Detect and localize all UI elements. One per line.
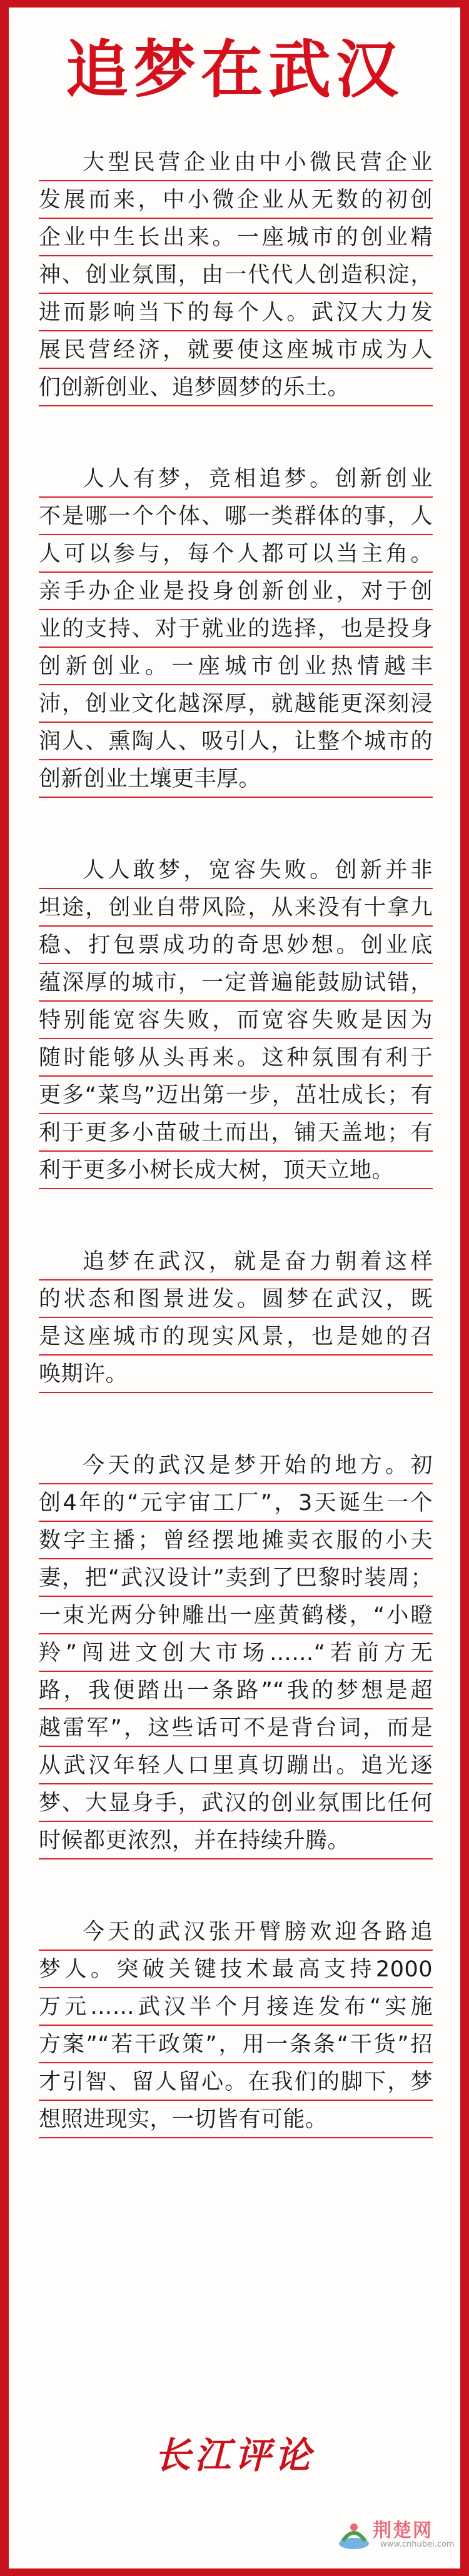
site-logo-icon — [336, 2516, 371, 2553]
text-line: 创新创业。一座城市创业热情越丰 — [39, 648, 433, 685]
text-line: 人人敢梦，宽容失败。创新并非 — [39, 852, 433, 889]
text-line: 润人、熏陶人、吸引人，让整个城市的 — [39, 723, 433, 760]
text-line: 万元……武汉半个月接连发布“实施 — [39, 1988, 433, 2026]
text-line: 稳、打包票成功的奇思妙想。创业底 — [39, 927, 433, 964]
text-line: 进而影响当下的每个人。武汉大力发 — [39, 294, 433, 331]
text-line: 不是哪一个个体、哪一类群体的事，人 — [39, 498, 433, 535]
text-line: 业的支持、对于就业的选择，也是投身 — [39, 610, 433, 648]
text-line: 坦途，创业自带风险，从来没有十拿九 — [39, 889, 433, 927]
text-line: 的状态和图景进发。圆梦在武汉，既 — [39, 1280, 433, 1318]
text-line: 随时能够从头再来。这种氛围有利于 — [39, 1039, 433, 1077]
text-line: 大型民营企业由中小微民营企业 — [39, 144, 433, 181]
text-line: 特别能宽容失败，而宽容失败是因为 — [39, 1002, 433, 1039]
paragraph — [39, 460, 433, 798]
site-watermark — [336, 2512, 455, 2558]
text-line: 创新创业土壤更丰厚。 — [39, 760, 433, 798]
text-line: 时候都更浓烈，并在持续升腾。 — [39, 1822, 433, 1859]
text-line: 人人有梦，竞相追梦。创新创业 — [39, 460, 433, 498]
text-line: 人可以参与，每个人都可以当主角。 — [39, 535, 433, 573]
text-line: 想照进现实，一切皆有可能。 — [39, 2101, 433, 2138]
paragraph — [39, 144, 433, 406]
text-line: 企业中生长出来。一座城市的创业精 — [39, 219, 433, 256]
text-line: 创4年的“元宇宙工厂”，3天诞生一个 — [39, 1484, 433, 1522]
article-body — [39, 144, 433, 2192]
text-line: 才引智、留人留心。在我们的脚下，梦 — [39, 2063, 433, 2101]
text-line: 利于更多小苗破土而出，铺天盖地；有 — [39, 1114, 433, 1152]
text-line: 数字主播；曾经摆地摊卖衣服的小夫 — [39, 1522, 433, 1559]
text-line: 路，我便踏出一条路”“我的梦想是超 — [39, 1672, 433, 1709]
text-line: 神、创业氛围，由一代代人创造积淀， — [39, 256, 433, 294]
text-line: 羚”闯进文创大市场……“若前方无 — [39, 1634, 433, 1672]
text-line: 是这座城市的现实风景，也是她的召 — [39, 1318, 433, 1356]
text-line: 追梦在武汉，就是奋力朝着这样 — [39, 1243, 433, 1280]
text-line: 蕴深厚的城市，一定普遍能鼓励试错， — [39, 964, 433, 1002]
paragraph — [39, 1447, 433, 1859]
text-line: 唤期许。 — [39, 1356, 433, 1393]
text-line: 更多“菜鸟”迈出第一步，茁壮成长；有 — [39, 1077, 433, 1114]
article-title: 追梦在武汉 — [66, 33, 403, 106]
text-line: 们创新创业、追梦圆梦的乐土。 — [39, 369, 433, 406]
text-line: 梦人。突破关键技术最高支持2000 — [39, 1951, 433, 1988]
text-line: 梦、大显身手，武汉的创业氛围比任何 — [39, 1784, 433, 1822]
paragraph — [39, 1913, 433, 2138]
text-line: 一束光两分钟雕出一座黄鹤楼，“小瞪 — [39, 1597, 433, 1634]
watermark-url: www.cnhubei.com — [380, 2540, 455, 2549]
text-line: 妻，把“武汉设计”卖到了巴黎时装周； — [39, 1559, 433, 1597]
text-line: 越雷军”，这些话可不是背台词，而是 — [39, 1709, 433, 1747]
text-line: 从武汉年轻人口里真切蹦出。追光逐 — [39, 1747, 433, 1784]
paragraph — [39, 852, 433, 1189]
column-signature: 长江评论 — [154, 2434, 315, 2477]
text-line: 今天的武汉是梦开始的地方。初 — [39, 1447, 433, 1484]
text-line: 发展而来，中小微企业从无数的初创 — [39, 181, 433, 219]
watermark-name: 荆楚网 — [373, 2520, 433, 2542]
text-line: 方案”“若干政策”，用一条条“干货”招 — [39, 2026, 433, 2063]
text-line: 利于更多小树长成大树，顶天立地。 — [39, 1152, 433, 1189]
text-line: 展民营经济，就要使这座城市成为人 — [39, 331, 433, 369]
paragraph — [39, 1243, 433, 1393]
text-line: 今天的武汉张开臂膀欢迎各路追 — [39, 1913, 433, 1951]
text-line: 亲手办企业是投身创新创业，对于创 — [39, 573, 433, 610]
text-line: 沛，创业文化越深厚，就越能更深刻浸 — [39, 685, 433, 723]
